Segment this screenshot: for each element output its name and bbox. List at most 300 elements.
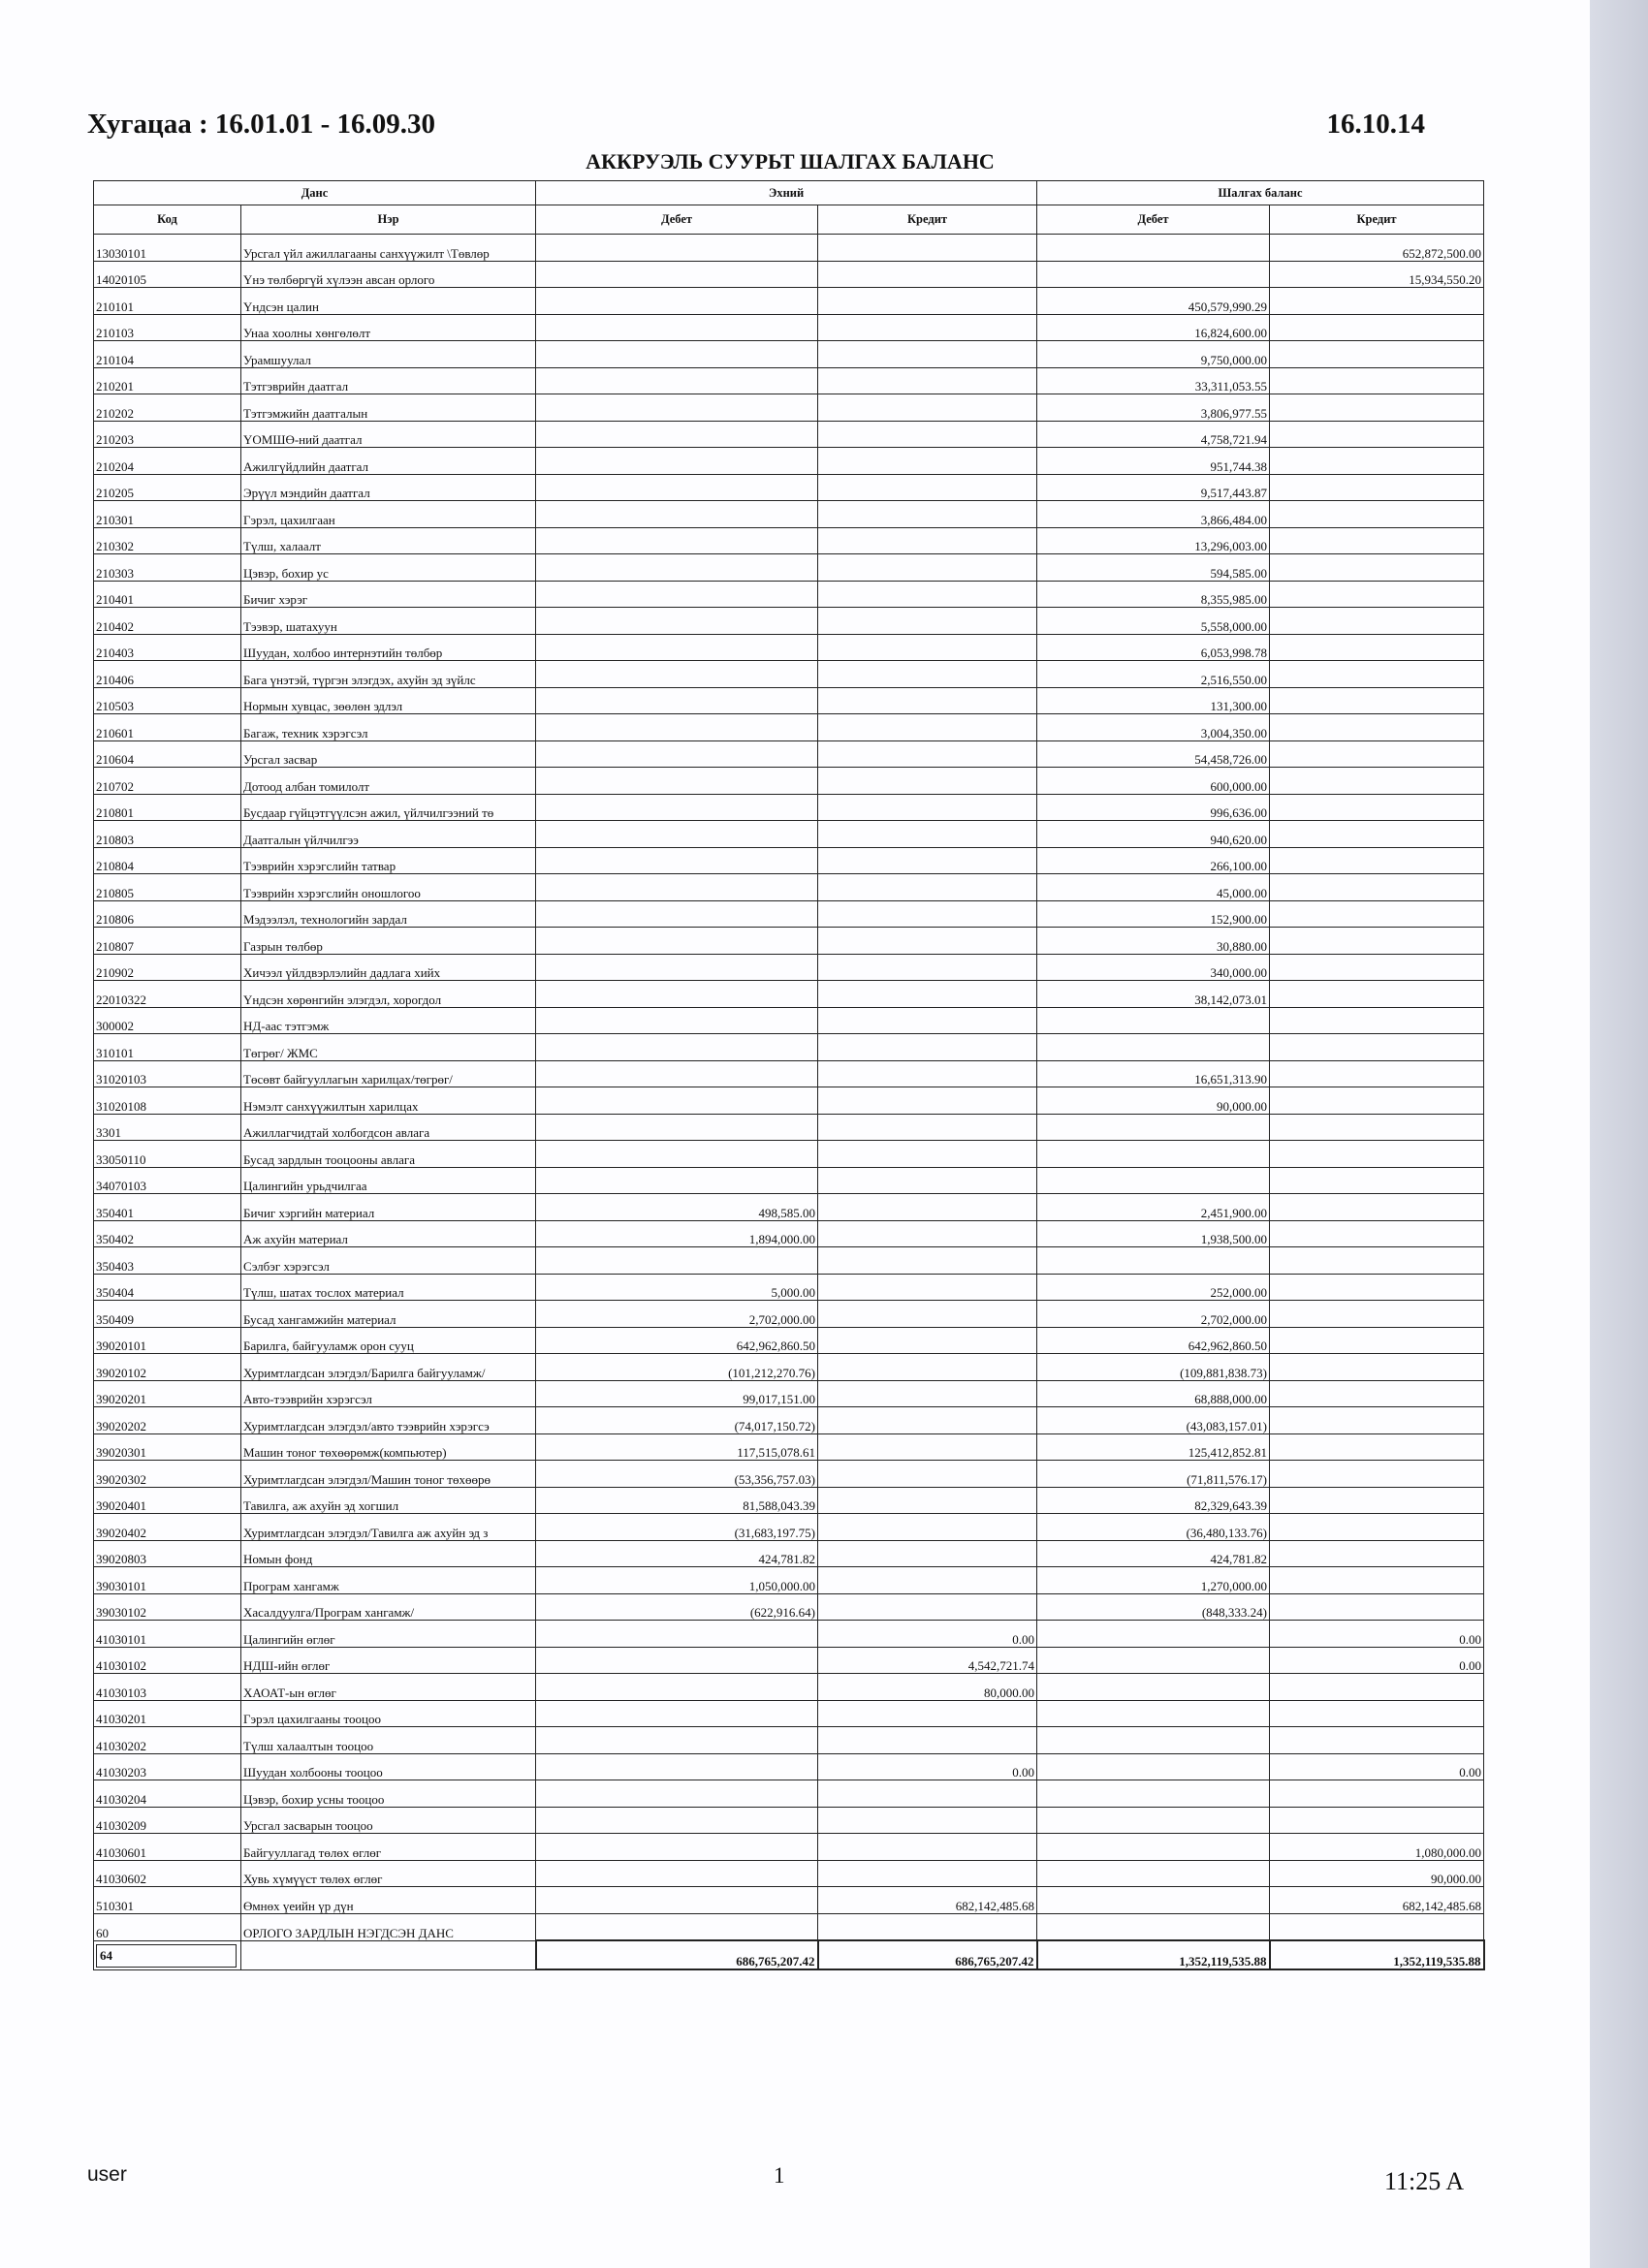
opening-debit (536, 581, 818, 608)
trial-debit (1037, 1034, 1270, 1061)
table-row (94, 1807, 1484, 1834)
table-row (94, 1593, 1484, 1621)
trial-credit (1270, 1727, 1484, 1754)
account-name: Сэлбэг хэрэгсэл (241, 1247, 536, 1275)
table-row (94, 1887, 1484, 1914)
opening-credit (818, 1487, 1037, 1514)
trial-debit: 642,962,860.50 (1037, 1327, 1270, 1354)
table-row (94, 1327, 1484, 1354)
account-name: Хуримтлагдсан элэгдэл/Барилга байгууламж/ (241, 1354, 536, 1381)
account-code: 210604 (94, 740, 241, 768)
table-row (94, 1913, 1484, 1940)
trial-credit (1270, 581, 1484, 608)
opening-debit (536, 1674, 818, 1701)
trial-credit (1270, 634, 1484, 661)
trial-credit: 0.00 (1270, 1621, 1484, 1648)
account-code: 39020301 (94, 1433, 241, 1461)
opening-debit (536, 1834, 818, 1861)
account-name: Хувь хүмүүст төлөх өглөг (241, 1860, 536, 1887)
opening-credit (818, 1007, 1037, 1034)
trial-debit (1037, 1887, 1270, 1914)
account-name: Түлш халаалтын тооцоо (241, 1727, 536, 1754)
trial-credit (1270, 1913, 1484, 1940)
account-code: 210303 (94, 554, 241, 582)
trial-credit (1270, 1007, 1484, 1034)
trial-debit: 125,412,852.81 (1037, 1433, 1270, 1461)
col-header-name: Нэр (241, 205, 536, 235)
opening-debit (536, 794, 818, 821)
trial-credit (1270, 1380, 1484, 1407)
trial-debit: 68,888,000.00 (1037, 1380, 1270, 1407)
trial-credit (1270, 1220, 1484, 1247)
account-code: 60 (94, 1913, 241, 1940)
trial-debit: 131,300.00 (1037, 687, 1270, 714)
account-code: 41030202 (94, 1727, 241, 1754)
trial-debit: 38,142,073.01 (1037, 981, 1270, 1008)
table-row (94, 1301, 1484, 1328)
trial-debit: 9,750,000.00 (1037, 341, 1270, 368)
account-name: Газрын төлбөр (241, 928, 536, 955)
trial-credit: 1,080,000.00 (1270, 1834, 1484, 1861)
account-code: 39020803 (94, 1540, 241, 1567)
trial-debit: 16,824,600.00 (1037, 314, 1270, 341)
trial-credit (1270, 527, 1484, 554)
opening-debit (536, 608, 818, 635)
opening-credit (818, 288, 1037, 315)
total-opening-credit: 686,765,207.42 (818, 1940, 1037, 1969)
opening-credit (818, 1860, 1037, 1887)
account-code: 210402 (94, 608, 241, 635)
trial-credit (1270, 1487, 1484, 1514)
trial-credit (1270, 661, 1484, 688)
trial-debit (1037, 1860, 1270, 1887)
trial-debit: (71,811,576.17) (1037, 1461, 1270, 1488)
table-row (94, 1274, 1484, 1301)
opening-debit (536, 1887, 818, 1914)
account-code: 210101 (94, 288, 241, 315)
opening-credit (818, 608, 1037, 635)
opening-credit (818, 847, 1037, 874)
trial-debit: 424,781.82 (1037, 1540, 1270, 1567)
table-row (94, 1621, 1484, 1648)
account-code: 350402 (94, 1220, 241, 1247)
account-name: Өмнөх үеийн үр дүн (241, 1887, 536, 1914)
trial-debit (1037, 1727, 1270, 1754)
opening-debit (536, 474, 818, 501)
opening-credit (818, 1247, 1037, 1275)
opening-credit (818, 1407, 1037, 1434)
trial-debit (1037, 1700, 1270, 1727)
opening-credit (818, 661, 1037, 688)
table-row (94, 554, 1484, 582)
table-row (94, 1674, 1484, 1701)
account-name: Үнэ төлбөргүй хүлээн авсан орлого (241, 261, 536, 288)
opening-debit (536, 235, 818, 262)
account-code: 210805 (94, 874, 241, 901)
trial-credit (1270, 367, 1484, 394)
opening-debit: (101,212,270.76) (536, 1354, 818, 1381)
trial-debit (1037, 1807, 1270, 1834)
table-row (94, 1354, 1484, 1381)
account-code: 210205 (94, 474, 241, 501)
trial-debit: (109,881,838.73) (1037, 1354, 1270, 1381)
opening-debit (536, 1780, 818, 1808)
table-row (94, 634, 1484, 661)
table-row (94, 1567, 1484, 1594)
trial-debit: 2,702,000.00 (1037, 1301, 1270, 1328)
trial-debit: 996,636.00 (1037, 794, 1270, 821)
table-row (94, 288, 1484, 315)
trial-credit (1270, 1034, 1484, 1061)
opening-credit (818, 1274, 1037, 1301)
account-code: 41030101 (94, 1621, 241, 1648)
table-row (94, 1167, 1484, 1194)
trial-credit (1270, 1327, 1484, 1354)
trial-credit (1270, 1167, 1484, 1194)
opening-credit (818, 1060, 1037, 1087)
account-name: Эрүүл мэндийн даатгал (241, 474, 536, 501)
opening-credit (818, 954, 1037, 981)
opening-debit (536, 1647, 818, 1674)
total-code: 64 (96, 1944, 237, 1968)
opening-credit: 0.00 (818, 1753, 1037, 1780)
account-name: Тэтгэврийн даатгал (241, 367, 536, 394)
account-code: 41030102 (94, 1647, 241, 1674)
trial-credit (1270, 554, 1484, 582)
trial-debit: 33,311,053.55 (1037, 367, 1270, 394)
account-name: Хуримтлагдсан элэгдэл/Машин тоног төхөөрө (241, 1461, 536, 1488)
opening-credit: 682,142,485.68 (818, 1887, 1037, 1914)
table-row (94, 954, 1484, 981)
col-header-code: Код (94, 205, 241, 235)
account-code: 210203 (94, 421, 241, 448)
opening-debit (536, 1727, 818, 1754)
account-name: Хасалдуулга/Програм хангамж/ (241, 1593, 536, 1621)
trial-debit: 82,329,643.39 (1037, 1487, 1270, 1514)
opening-debit (536, 1034, 818, 1061)
trial-credit (1270, 1194, 1484, 1221)
trial-debit: 9,517,443.87 (1037, 474, 1270, 501)
account-name: Тавилга, аж ахуйн эд хогшил (241, 1487, 536, 1514)
account-code: 210204 (94, 448, 241, 475)
account-name: Цалингийн урьдчилгаа (241, 1167, 536, 1194)
opening-credit (818, 235, 1037, 262)
col-header-opening-debit: Дебет (536, 205, 818, 235)
opening-credit (818, 1807, 1037, 1834)
table-row (94, 341, 1484, 368)
table-row (94, 661, 1484, 688)
opening-credit (818, 1700, 1037, 1727)
opening-credit (818, 581, 1037, 608)
account-code: 210601 (94, 714, 241, 741)
opening-debit (536, 527, 818, 554)
account-code: 39020302 (94, 1461, 241, 1488)
trial-credit (1270, 1141, 1484, 1168)
account-name: Багаж, техник хэрэгсэл (241, 714, 536, 741)
account-name: Төгрөг/ ЖМС (241, 1034, 536, 1061)
opening-credit (818, 634, 1037, 661)
opening-credit (818, 1913, 1037, 1940)
trial-credit (1270, 608, 1484, 635)
account-name: Түлш, халаалт (241, 527, 536, 554)
account-name: Аж ахуйн материал (241, 1220, 536, 1247)
trial-credit (1270, 714, 1484, 741)
trial-debit: 340,000.00 (1037, 954, 1270, 981)
trial-debit: 1,938,500.00 (1037, 1220, 1270, 1247)
opening-credit (818, 421, 1037, 448)
trial-debit: 30,880.00 (1037, 928, 1270, 955)
trial-credit (1270, 874, 1484, 901)
opening-credit (818, 928, 1037, 955)
trial-credit (1270, 1780, 1484, 1808)
total-row (94, 1940, 1484, 1969)
opening-credit: 80,000.00 (818, 1674, 1037, 1701)
trial-credit (1270, 501, 1484, 528)
table-row (94, 874, 1484, 901)
account-name: Тээвэр, шатахуун (241, 608, 536, 635)
opening-debit (536, 1860, 818, 1887)
trial-credit (1270, 1540, 1484, 1567)
trial-credit (1270, 1354, 1484, 1381)
opening-debit (536, 1913, 818, 1940)
trial-credit (1270, 1247, 1484, 1275)
opening-credit (818, 740, 1037, 768)
opening-credit (818, 501, 1037, 528)
account-code: 210202 (94, 394, 241, 422)
trial-debit: 252,000.00 (1037, 1274, 1270, 1301)
scanner-edge (1590, 0, 1648, 2268)
opening-credit (818, 1354, 1037, 1381)
opening-credit (818, 794, 1037, 821)
total-trial-debit: 1,352,119,535.88 (1037, 1940, 1270, 1969)
table-row (94, 1780, 1484, 1808)
opening-credit (818, 341, 1037, 368)
opening-debit: 1,050,000.00 (536, 1567, 818, 1594)
opening-credit (818, 367, 1037, 394)
trial-debit: 2,516,550.00 (1037, 661, 1270, 688)
opening-credit (818, 474, 1037, 501)
account-name: Бусад зардлын тооцооны авлага (241, 1141, 536, 1168)
account-code: 210103 (94, 314, 241, 341)
opening-credit (818, 900, 1037, 928)
trial-debit: 45,000.00 (1037, 874, 1270, 901)
trial-credit (1270, 1087, 1484, 1115)
trial-credit: 90,000.00 (1270, 1860, 1484, 1887)
account-name: Урсгал засвар (241, 740, 536, 768)
opening-credit (818, 1514, 1037, 1541)
trial-credit (1270, 288, 1484, 315)
account-code: 3301 (94, 1114, 241, 1141)
opening-debit (536, 448, 818, 475)
account-code: 13030101 (94, 235, 241, 262)
trial-debit (1037, 1753, 1270, 1780)
trial-debit (1037, 261, 1270, 288)
trial-debit: 1,270,000.00 (1037, 1567, 1270, 1594)
account-code: 300002 (94, 1007, 241, 1034)
opening-debit (536, 847, 818, 874)
account-code: 210806 (94, 900, 241, 928)
opening-credit (818, 261, 1037, 288)
opening-credit (818, 1540, 1037, 1567)
account-name: Ажилгүйдлийн даатгал (241, 448, 536, 475)
account-code: 33050110 (94, 1141, 241, 1168)
trial-debit: 940,620.00 (1037, 821, 1270, 848)
trial-debit: 5,558,000.00 (1037, 608, 1270, 635)
trial-credit (1270, 954, 1484, 981)
table-row (94, 1727, 1484, 1754)
opening-debit (536, 261, 818, 288)
opening-debit (536, 634, 818, 661)
total-trial-credit: 1,352,119,535.88 (1270, 1940, 1484, 1969)
trial-credit (1270, 394, 1484, 422)
trial-credit (1270, 341, 1484, 368)
account-name: Бичиг хэрэг (241, 581, 536, 608)
opening-credit (818, 1220, 1037, 1247)
opening-debit (536, 501, 818, 528)
opening-credit (818, 981, 1037, 1008)
trial-debit: (848,333.24) (1037, 1593, 1270, 1621)
opening-credit (818, 821, 1037, 848)
table-row (94, 421, 1484, 448)
opening-credit (818, 1114, 1037, 1141)
account-code: 22010322 (94, 981, 241, 1008)
trial-credit: 652,872,500.00 (1270, 235, 1484, 262)
table-row (94, 1433, 1484, 1461)
opening-debit (536, 341, 818, 368)
account-name: Бага үнэтэй, түргэн элэгдэх, ахуйн эд зүйлс (241, 661, 536, 688)
opening-credit (818, 1301, 1037, 1328)
account-code: 41030601 (94, 1834, 241, 1861)
opening-debit: 498,585.00 (536, 1194, 818, 1221)
opening-debit: (31,683,197.75) (536, 1514, 818, 1541)
account-code: 210902 (94, 954, 241, 981)
opening-debit (536, 981, 818, 1008)
trial-credit (1270, 1593, 1484, 1621)
account-code: 210302 (94, 527, 241, 554)
trial-credit (1270, 981, 1484, 1008)
account-name: Бусад хангамжийн материал (241, 1301, 536, 1328)
opening-debit (536, 768, 818, 795)
opening-credit (818, 1433, 1037, 1461)
opening-debit: 424,781.82 (536, 1540, 818, 1567)
trial-debit: 266,100.00 (1037, 847, 1270, 874)
account-name: НДШ-ийн өглөг (241, 1647, 536, 1674)
opening-credit (818, 1727, 1037, 1754)
opening-debit (536, 1141, 818, 1168)
footer-user: user (87, 2163, 127, 2186)
account-code: 210401 (94, 581, 241, 608)
opening-credit (818, 1780, 1037, 1808)
trial-debit (1037, 1114, 1270, 1141)
trial-credit (1270, 1433, 1484, 1461)
trial-credit (1270, 821, 1484, 848)
account-name: Тээврийн хэрэгслийн татвар (241, 847, 536, 874)
table-row (94, 235, 1484, 262)
trial-debit (1037, 235, 1270, 262)
account-name: Мэдээлэл, технологийн зардал (241, 900, 536, 928)
table-row (94, 821, 1484, 848)
opening-debit (536, 314, 818, 341)
account-name: Барилга, байгууламж орон сууц (241, 1327, 536, 1354)
table-row (94, 448, 1484, 475)
trial-debit (1037, 1913, 1270, 1940)
total-name-cell (241, 1940, 536, 1969)
footer-page-number: 1 (774, 2163, 785, 2188)
trial-credit (1270, 768, 1484, 795)
opening-debit (536, 554, 818, 582)
trial-debit: 3,866,484.00 (1037, 501, 1270, 528)
table-row (94, 608, 1484, 635)
opening-credit (818, 554, 1037, 582)
opening-debit (536, 1621, 818, 1648)
trial-debit: 594,585.00 (1037, 554, 1270, 582)
trial-debit (1037, 1834, 1270, 1861)
account-name: Үндсэн хөрөнгийн элэгдэл, хорогдол (241, 981, 536, 1008)
opening-credit (818, 768, 1037, 795)
account-code: 39030102 (94, 1593, 241, 1621)
opening-credit (818, 1593, 1037, 1621)
trial-debit: 3,004,350.00 (1037, 714, 1270, 741)
table-row (94, 928, 1484, 955)
account-code: 41030602 (94, 1860, 241, 1887)
table-row (94, 1060, 1484, 1087)
opening-debit: 5,000.00 (536, 1274, 818, 1301)
opening-debit: (53,356,757.03) (536, 1461, 818, 1488)
account-code: 41030204 (94, 1780, 241, 1808)
group-header-account: Данс (94, 181, 536, 205)
table-row (94, 1540, 1484, 1567)
opening-credit (818, 714, 1037, 741)
opening-debit (536, 1167, 818, 1194)
opening-debit (536, 1700, 818, 1727)
account-name: ҮОМШӨ-ний даатгал (241, 421, 536, 448)
trial-credit (1270, 1114, 1484, 1141)
opening-credit (818, 1034, 1037, 1061)
opening-credit (818, 1461, 1037, 1488)
opening-debit (536, 367, 818, 394)
trial-credit (1270, 421, 1484, 448)
opening-credit: 4,542,721.74 (818, 1647, 1037, 1674)
opening-debit: 642,962,860.50 (536, 1327, 818, 1354)
account-name: Хичээл үйлдвэрлэлийн дадлага хийх (241, 954, 536, 981)
table-row (94, 527, 1484, 554)
trial-credit (1270, 314, 1484, 341)
opening-debit: 1,894,000.00 (536, 1220, 818, 1247)
account-code: 39020401 (94, 1487, 241, 1514)
account-code: 39020402 (94, 1514, 241, 1541)
opening-credit (818, 1141, 1037, 1168)
account-name: Хуримтлагдсан элэгдэл/авто тээврийн хэрэгсэ (241, 1407, 536, 1434)
table-row (94, 687, 1484, 714)
account-name: Машин тоног төхөөрөмж(компьютер) (241, 1433, 536, 1461)
trial-credit (1270, 474, 1484, 501)
trial-credit (1270, 900, 1484, 928)
account-code: 350401 (94, 1194, 241, 1221)
opening-debit: 117,515,078.61 (536, 1433, 818, 1461)
opening-debit (536, 954, 818, 981)
trial-credit (1270, 1700, 1484, 1727)
trial-credit: 682,142,485.68 (1270, 1887, 1484, 1914)
account-name: Дотоод албан томилолт (241, 768, 536, 795)
trial-debit: 450,579,990.29 (1037, 288, 1270, 315)
account-code: 41030209 (94, 1807, 241, 1834)
group-header-opening: Эхний (536, 181, 1037, 205)
opening-debit (536, 900, 818, 928)
account-code: 39020201 (94, 1380, 241, 1407)
opening-debit (536, 687, 818, 714)
account-name: Түлш, шатах тослох материал (241, 1274, 536, 1301)
trial-credit (1270, 687, 1484, 714)
